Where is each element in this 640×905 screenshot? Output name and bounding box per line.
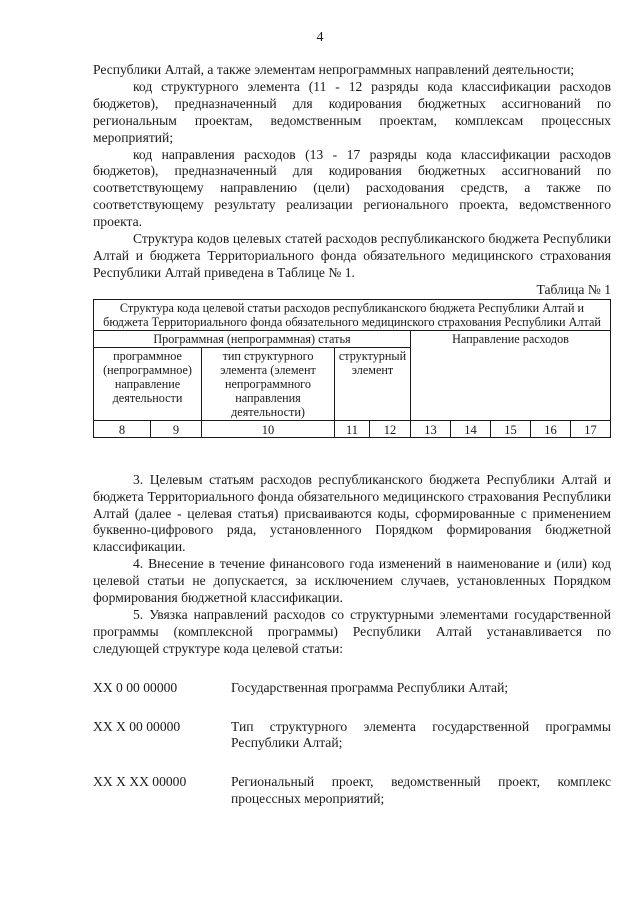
table-group-direction: Направление расходов xyxy=(411,330,611,420)
table-digit: 12 xyxy=(370,420,411,437)
table-digit: 11 xyxy=(335,420,370,437)
paragraph-item-3: 3. Целевым статьям расходов республиканского бюджета Республики Алтай и бюджета Территориального фонда обязательного медицинского страхования Республики Алтай (далее - целевая статья) присваиваются коды, сформированные с применением буквенно-цифрового ряда, установленного Порядком формирования бюджетной классификации. xyxy=(93,471,611,555)
code-description: Региональный проект, ведомственный проект, комплекс процессных мероприятий; xyxy=(231,774,611,807)
page-number: 4 xyxy=(316,30,324,45)
code-structure-table xyxy=(93,299,611,438)
table-digit: 8 xyxy=(94,420,151,437)
paragraph-structural-element-code: код структурного элемента (11 - 12 разряды кода классификации расходов бюджетов), предназначенный для кодирования бюджетных ассигнований по региональным проектам, ведомственным проектам, комплексам процессных мероприятий; xyxy=(93,78,611,145)
code-row xyxy=(93,774,611,808)
table-digit: 10 xyxy=(202,420,335,437)
paragraph-item-4: 4. Внесение в течение финансового года изменений в наименование и (или) код целевой статьи не допускается, за исключением случаев, установленных Порядком формирования бюджетной классификации. xyxy=(93,556,611,606)
code-description: Государственная программа Республики Алтай; xyxy=(231,679,509,695)
table-digit: 17 xyxy=(570,420,610,437)
code-row xyxy=(93,719,611,753)
table-digit: 15 xyxy=(490,420,530,437)
table-digit: 16 xyxy=(530,420,570,437)
code-list xyxy=(93,680,611,809)
table-col-program: программное (непрограммное) направление деятельности xyxy=(94,347,202,420)
table-header: Структура кода целевой статьи расходов республиканского бюджета Республики Алтай и бюджета Территориального фонда обязательного медицинского страхования Республики Алтай xyxy=(94,299,611,330)
code-value: XX 0 00 00000 xyxy=(93,679,178,695)
table-digit: 14 xyxy=(450,420,490,437)
paragraph-expense-direction-code: код направления расходов (13 - 17 разряды кода классификации расходов бюджетов), предназначенный для кодирования бюджетных ассигнований по соответствующему направлению (цели) расходования средств, а также по соответствующему результату реализации регионального проекта, ведомственного проекта. xyxy=(93,146,611,230)
code-row xyxy=(93,680,611,697)
paragraph-item-5: 5. Увязка направлений расходов со структурными элементами государственной программы (комплексной программы) Республики Алтай устанавливается по следующей структуре кода целевой статьи: xyxy=(93,606,611,656)
document-body xyxy=(93,62,611,830)
paragraph-continuation: Республики Алтай, а также элементам непрограммных направлений деятельности; xyxy=(93,62,575,77)
paragraph-table-reference: Структура кодов целевых статей расходов республиканского бюджета Республики Алтай и бюджета Территориального фонда обязательного медицинского страхования Республики Алтай приведена в Таблице № 1. xyxy=(93,231,611,280)
code-value: XX X 00 00000 xyxy=(93,718,181,734)
table-caption: Таблица № 1 xyxy=(536,281,611,297)
code-value: XX X XX 00000 xyxy=(93,774,187,790)
code-description: Тип структурного элемента государственной программы Республики Алтай; xyxy=(231,718,611,751)
table-col-element: структурный элемент xyxy=(335,347,411,420)
table-digit: 13 xyxy=(411,420,451,437)
table-col-type: тип структурного элемента (элемент непрограммного направления деятельности) xyxy=(202,347,335,420)
table-group-program: Программная (непрограммная) статья xyxy=(94,330,411,347)
table-digit: 9 xyxy=(151,420,202,437)
